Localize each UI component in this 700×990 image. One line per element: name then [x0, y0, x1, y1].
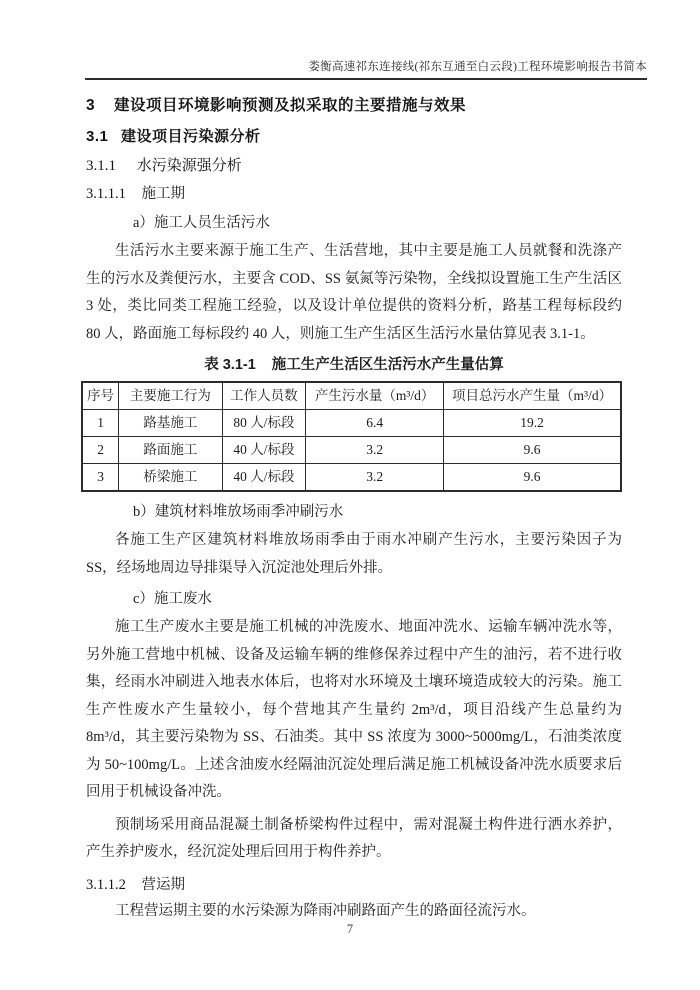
- table-title-text: 施工生产生活区生活污水产生量估算: [271, 357, 504, 373]
- list-item-a: a）施工人员生活污水: [133, 215, 270, 231]
- table-row: [82, 437, 621, 464]
- table-cell: 1: [82, 410, 119, 437]
- list-item-c: c）施工废水: [133, 591, 212, 607]
- page-content: [86, 88, 622, 925]
- table-header-row: [82, 382, 621, 410]
- column-header-total: 项目总污水产生量（m³/d）: [444, 382, 621, 410]
- heading-3-1-1-1: [86, 183, 622, 205]
- page-header-text: 娄衡高速祁东连接线(祁东互通至白云段)工程环境影响报告书简本: [308, 61, 647, 73]
- table-cell: 路面施工: [119, 437, 222, 464]
- heading-3-1-1-2: [86, 874, 622, 896]
- heading-3-1-1-2-title: 营运期: [141, 876, 185, 893]
- heading-3-title: 建设项目环境影响预测及拟采取的主要措施与效果: [113, 97, 466, 114]
- heading-3-1-title: 建设项目污染源分析: [121, 128, 261, 145]
- heading-3-1-1-1-number: 3.1.1.1: [86, 186, 126, 202]
- table-cell: 6.4: [306, 410, 444, 437]
- paragraph-operation-runoff: 工程营运期主要的水污染源为降雨冲刷路面产生的路面径流污水。: [115, 902, 536, 919]
- heading-3-1-1-2-number: 3.1.1.2: [86, 876, 126, 893]
- table-cell: 路基施工: [119, 410, 222, 437]
- table-title: [86, 355, 622, 376]
- table-3-1-1: [81, 381, 622, 492]
- table-cell: 9.6: [444, 437, 621, 464]
- paragraph-construction-sewage: 生活污水主要来源于施工生产、生活营地，其中主要是施工人员就餐和洗涤产生的污水及粪便污水，主要含 COD、SS 氨氮等污染物，全线拟设置施工生产生活区 3 处，类比同类工程施工经验，以及设计单位提供的资料分析，路基工程每标段约 80 人，路面施工每标段约 40 人，则施工生产生活区生活污水量估算见表 3.1-1。: [86, 243, 622, 342]
- table-cell: 3: [82, 464, 119, 492]
- list-item-b: b）建筑材料堆放场雨季冲刷污水: [133, 504, 344, 520]
- heading-3-1-number: 3.1: [86, 128, 109, 145]
- paragraph-precast-curing: 预制场采用商品混凝土制备桥梁构件过程中，需对混凝土构件进行洒水养护，产生养护废水，经沉淀处理后回用于构件养护。: [86, 816, 622, 860]
- table-cell: 2: [82, 437, 119, 464]
- table-cell: 19.2: [444, 410, 621, 437]
- column-header-staff: 工作人员数: [222, 382, 306, 410]
- page-number: 7: [346, 922, 354, 936]
- column-header-activity: 主要施工行为: [119, 382, 222, 410]
- page-footer: [0, 922, 700, 937]
- table-cell: 40 人/标段: [222, 464, 306, 492]
- table-title-label: 表 3.1-1: [204, 357, 256, 373]
- table-cell: 桥梁施工: [119, 464, 222, 492]
- paragraph-construction-wastewater: 施工生产废水主要是施工机械的冲洗废水、地面冲洗水、运输车辆冲洗水等，另外施工营地中机械、设备及运输车辆的维修保养过程中产生的油污，若不进行收集，经雨水冲刷进入地表水体后，也将对水环境及土壤环境造成较大的污染。施工生产性废水产生量较小，每个营地其产生量约 2m³/d，项目沿线产生总量约为 8m³/d，其主要污染物为 SS、石油类。其中 SS 浓度为 3000~5000mg/L，石油类浓度为 50~100mg/L。上述含油废水经隔油沉淀处理后满足施工机械设备冲洗水质要求后回用于机械设备冲洗。: [86, 619, 622, 800]
- table-cell: 9.6: [444, 464, 621, 492]
- page-header: [85, 58, 647, 80]
- heading-3-number: 3: [86, 97, 96, 114]
- table-row: [82, 410, 621, 437]
- column-header-index: 序号: [82, 382, 119, 410]
- heading-3-1-1-title: 水污染源强分析: [136, 158, 242, 174]
- heading-3: [86, 95, 622, 117]
- heading-3-1-1-1-title: 施工期: [141, 186, 185, 202]
- column-header-sewage: 产生污水量（m³/d）: [306, 382, 444, 410]
- table-cell: 40 人/标段: [222, 437, 306, 464]
- table-cell: 3.2: [306, 437, 444, 464]
- heading-3-1-1: [86, 155, 622, 177]
- table-cell: 80 人/标段: [222, 410, 306, 437]
- table-row: [82, 464, 621, 492]
- paragraph-material-washoff: 各施工生产区建筑材料堆放场雨季由于雨水冲刷产生污水，主要污染因子为 SS，经场地周边导排渠导入沉淀池处理后外排。: [86, 532, 622, 576]
- table-cell: 3.2: [306, 464, 444, 492]
- heading-3-1-1-number: 3.1.1: [86, 158, 116, 174]
- heading-3-1: [86, 126, 622, 148]
